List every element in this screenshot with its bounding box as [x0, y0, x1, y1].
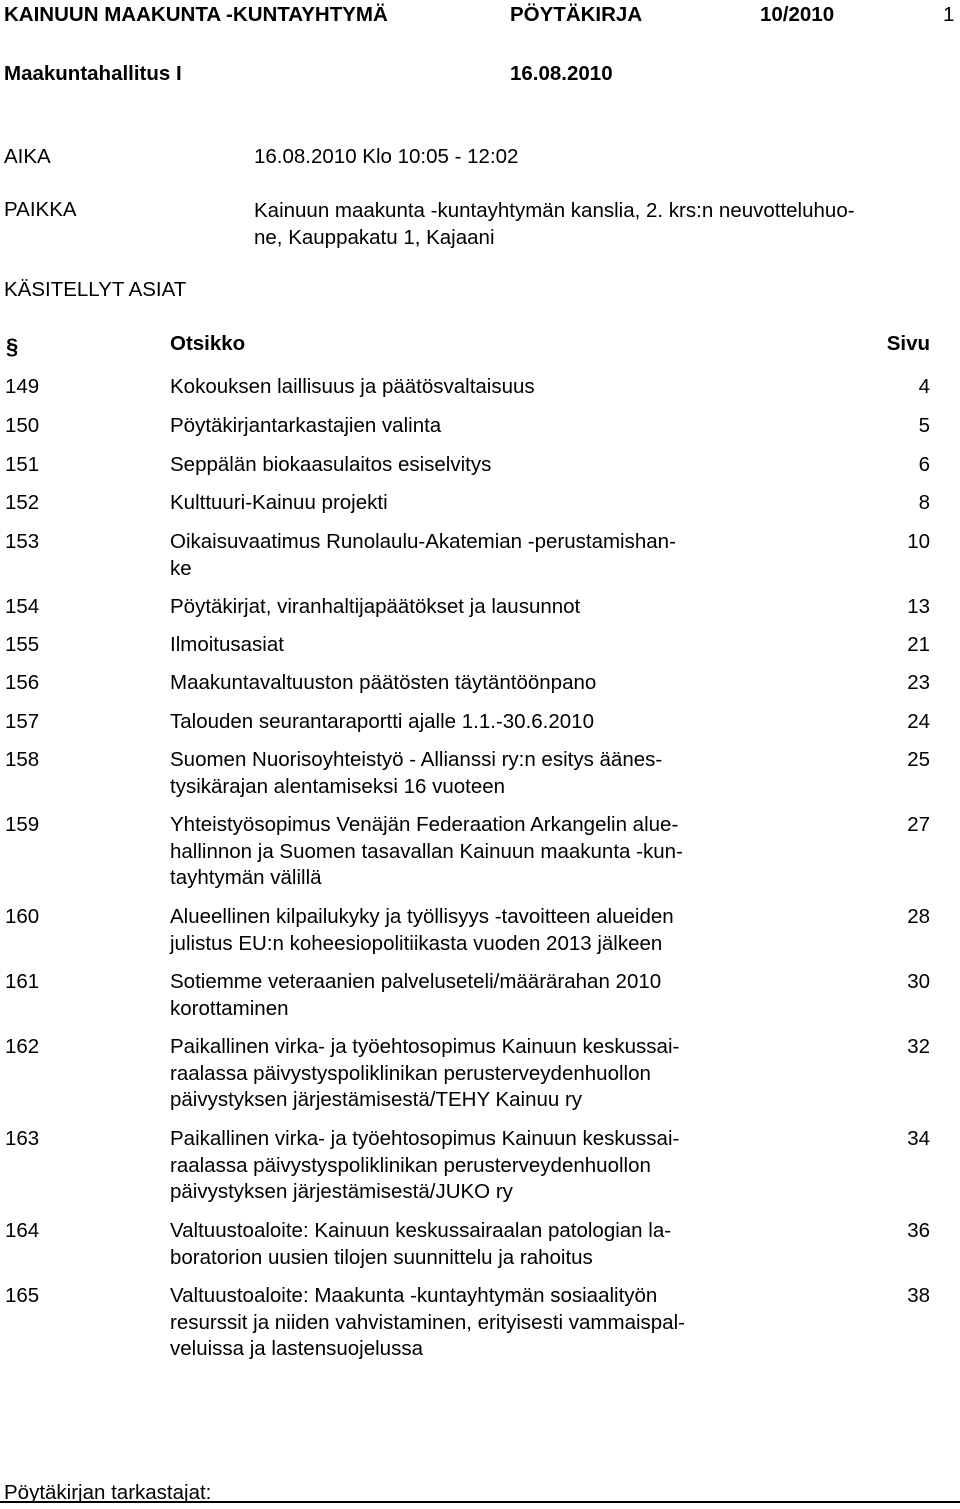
item-page: 10 — [907, 530, 930, 553]
item-title-line: resurssit ja niiden vahvistaminen, erityisesti vammaispal- — [170, 1310, 685, 1334]
time-label: AIKA — [4, 145, 51, 168]
item-number: 163 — [5, 1127, 40, 1150]
item-number: 161 — [5, 970, 40, 993]
item-page: 27 — [907, 813, 930, 836]
item-title-line: Seppälän biokaasulaitos esiselvitys — [170, 453, 492, 476]
item-title-line: tysikärajan alentamiseksi 16 vuoteen — [170, 774, 506, 798]
item-page: 32 — [907, 1035, 930, 1058]
place-line-1: Kainuun maakunta -kuntayhtymän kanslia, 2. krs:n neuvotteluhuo- — [254, 199, 855, 222]
section-title: KÄSITELLYT ASIAT — [4, 278, 187, 301]
place-label: PAIKKA — [4, 198, 77, 221]
item-page: 34 — [907, 1127, 930, 1150]
item-title-line: Talouden seurantaraportti ajalle 1.1.-30.6.2010 — [170, 710, 594, 733]
item-title — [170, 594, 760, 621]
item-title-line: Pöytäkirjat, viranhaltijapäätökset ja lausunnot — [170, 595, 581, 618]
item-title-line: Ilmoitusasiat — [170, 633, 284, 656]
item-title-line: päivystyksen järjestämisestä/TEHY Kainuu ry — [170, 1088, 583, 1111]
item-title-line: julistus EU:n koheesiopolitiikasta vuoden 2013 jälkeen — [170, 931, 663, 955]
section-sign-icon — [5, 333, 19, 359]
item-number: 153 — [5, 530, 40, 553]
item-title — [170, 904, 760, 957]
item-title-line: Oikaisuvaatimus Runolaulu-Akatemian -perustamishan- — [170, 530, 676, 553]
item-title-line: veluissa ja lastensuojelussa — [170, 1337, 423, 1360]
item-number: 154 — [5, 595, 40, 618]
item-title — [170, 812, 760, 892]
item-page: 13 — [907, 595, 930, 618]
meeting-date: 16.08.2010 — [510, 62, 613, 85]
item-page: 28 — [907, 905, 930, 928]
item-title-line: hallinnon ja Suomen tasavallan Kainuun maakunta -kun- — [170, 839, 683, 863]
item-number: 155 — [5, 633, 40, 656]
item-page: 21 — [907, 633, 930, 656]
item-title-line: Kulttuuri-Kainuu projekti — [170, 491, 388, 514]
item-title — [170, 747, 760, 800]
col-page-header: Sivu — [886, 332, 930, 355]
item-title — [170, 1218, 760, 1271]
place-line-2: ne, Kauppakatu 1, Kajaani — [254, 226, 495, 249]
item-title-line: Alueellinen kilpailukyky ja työllisyys -tavoitteen alueiden — [170, 905, 674, 928]
item-title-line: Kokouksen laillisuus ja päätösvaltaisuus — [170, 375, 535, 398]
item-title — [170, 632, 760, 659]
item-title-line: Valtuustoaloite: Kainuun keskussairaalan patologian la- — [170, 1219, 672, 1242]
item-page: 24 — [907, 710, 930, 733]
item-title-line: ke — [170, 556, 192, 580]
board-name: Maakuntahallitus I — [4, 62, 182, 85]
item-page: 8 — [918, 491, 930, 514]
item-title-line: tayhtymän välillä — [170, 866, 322, 889]
item-title — [170, 490, 760, 517]
item-page: 30 — [907, 970, 930, 993]
item-title-line: Valtuustoaloite: Maakunta -kuntayhtymän sosiaalityön — [170, 1284, 658, 1307]
item-page: 23 — [907, 671, 930, 694]
item-title-line: raalassa päivystyspoliklinikan perusterveydenhuollon — [170, 1061, 651, 1085]
col-title-header: Otsikko — [170, 332, 246, 355]
item-title-line: päivystyksen järjestämisestä/JUKO ry — [170, 1180, 513, 1203]
item-number: 165 — [5, 1284, 40, 1307]
item-title — [170, 1034, 760, 1114]
item-page: 36 — [907, 1219, 930, 1242]
item-title-line: korottaminen — [170, 996, 289, 1020]
item-number: 151 — [5, 453, 40, 476]
item-title-line: Suomen Nuorisoyhteistyö - Allianssi ry:n esitys äänes- — [170, 748, 663, 771]
item-title — [170, 969, 760, 1022]
page-number: 1 — [943, 3, 955, 26]
item-page: 5 — [918, 414, 930, 437]
item-number: 160 — [5, 905, 40, 928]
item-title — [170, 1283, 760, 1363]
item-title-line: Yhteistyösopimus Venäjän Federaation Arkangelin alue- — [170, 813, 679, 836]
svg-text:§: § — [6, 334, 19, 359]
footer-label: Pöytäkirjan tarkastajat: — [4, 1481, 212, 1504]
item-title-line: Paikallinen virka- ja työehtosopimus Kainuun keskussai- — [170, 1035, 680, 1058]
item-number: 152 — [5, 491, 40, 514]
item-number: 159 — [5, 813, 40, 836]
item-number: 156 — [5, 671, 40, 694]
item-number: 162 — [5, 1035, 40, 1058]
item-title-line: boratorion uusien tilojen suunnittelu ja rahoitus — [170, 1245, 593, 1269]
item-title-line: Maakuntavaltuuston päätösten täytäntöönpano — [170, 671, 597, 694]
item-title-line: Pöytäkirjantarkastajien valinta — [170, 414, 442, 437]
item-page: 6 — [918, 453, 930, 476]
item-title — [170, 529, 760, 582]
item-number: 158 — [5, 748, 40, 771]
org-name: KAINUUN MAAKUNTA -KUNTAYHTYMÄ — [4, 3, 388, 26]
item-title-line: Paikallinen virka- ja työehtosopimus Kainuun keskussai- — [170, 1127, 680, 1150]
item-page: 38 — [907, 1284, 930, 1307]
item-title — [170, 374, 760, 401]
item-number: 164 — [5, 1219, 40, 1242]
item-number: 157 — [5, 710, 40, 733]
item-number: 150 — [5, 414, 40, 437]
item-title-line: raalassa päivystyspoliklinikan perusterveydenhuollon — [170, 1153, 651, 1177]
item-title-line: Sotiemme veteraanien palveluseteli/määrärahan 2010 — [170, 970, 662, 993]
item-title — [170, 709, 760, 736]
doc-number: 10/2010 — [760, 3, 835, 26]
item-title — [170, 670, 760, 697]
item-page: 25 — [907, 748, 930, 771]
item-title — [170, 1126, 760, 1206]
item-page: 4 — [918, 375, 930, 398]
item-title — [170, 452, 760, 479]
item-number: 149 — [5, 375, 40, 398]
doc-type: PÖYTÄKIRJA — [510, 3, 643, 26]
item-title — [170, 413, 760, 440]
time-value: 16.08.2010 Klo 10:05 - 12:02 — [254, 145, 519, 168]
